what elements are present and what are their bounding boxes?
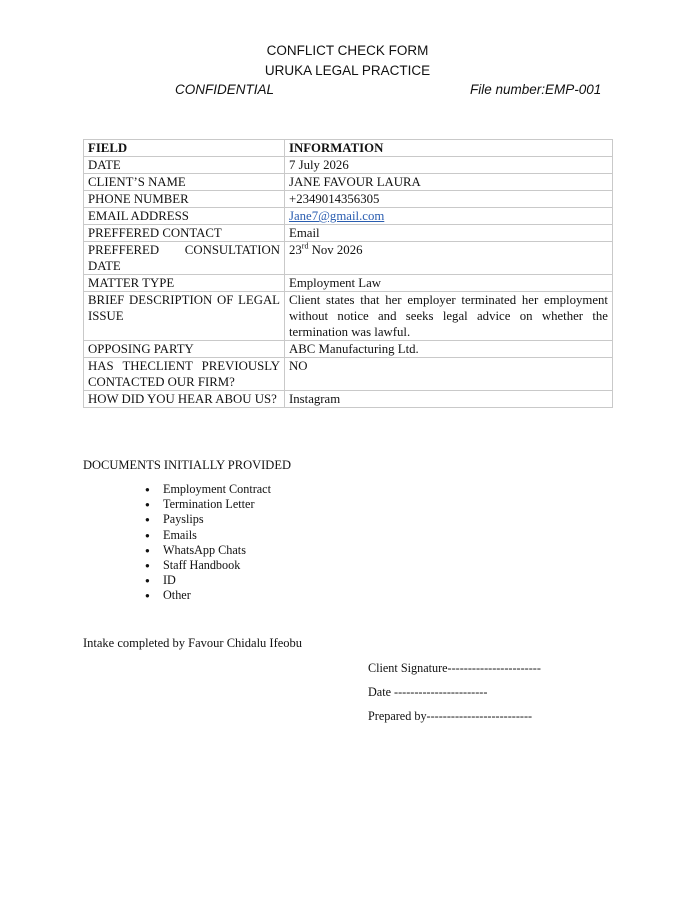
field-label-description: BRIEF DESCRIPTION OF LEGAL ISSUE (84, 292, 285, 341)
field-value-opposing: ABC Manufacturing Ltd. (285, 341, 613, 358)
field-label-opposing: OPPOSING PARTY (84, 341, 285, 358)
documents-list (145, 482, 271, 604)
list-item: ● Termination Letter (145, 497, 271, 512)
table-row (84, 191, 613, 208)
client-signature-line: Client Signature----------------------- (368, 661, 541, 675)
table-row (84, 174, 613, 191)
field-value-matter: Employment Law (285, 275, 613, 292)
date-line: Date ----------------------- (368, 685, 488, 699)
prepared-by-line: Prepared by-------------------------- (368, 709, 533, 723)
table-row (84, 208, 613, 225)
info-column-header: INFORMATION (285, 140, 613, 157)
firm-name: URUKA LEGAL PRACTICE (264, 63, 431, 78)
list-item: ● Employment Contract (145, 482, 271, 497)
intake-note: Intake completed by Favour Chidalu Ifeobu (83, 636, 303, 650)
field-label-date: DATE (84, 157, 285, 174)
field-value-date: 7 July 2026 (285, 157, 613, 174)
field-label-contact: PREFFERED CONTACT (84, 225, 285, 242)
field-value-phone: +2349014356305 (285, 191, 613, 208)
field-value-email (285, 208, 613, 225)
field-value-previous: NO (285, 358, 613, 391)
field-value-referral: Instagram (285, 391, 613, 408)
field-label-referral: HOW DID YOU HEAR ABOU US? (84, 391, 285, 408)
field-label-consultation: PREFFERED CONSULTATION DATE (84, 242, 285, 275)
confidential-label: CONFIDENTIAL (175, 82, 275, 97)
email-link[interactable]: Jane7@gmail.com (289, 209, 385, 223)
field-label-client-name: CLIENT’S NAME (84, 174, 285, 191)
field-value-description: Client states that her employer terminated her employment without notice and seeks legal advice on whether the termination was lawful. (285, 292, 613, 341)
table-row (84, 242, 613, 275)
field-label-phone: PHONE NUMBER (84, 191, 285, 208)
table-row (84, 157, 613, 174)
table-row (84, 341, 613, 358)
conflict-check-table (83, 139, 613, 408)
field-column-header: FIELD (84, 140, 285, 157)
list-item: ● Staff Handbook (145, 558, 271, 573)
table-row (84, 391, 613, 408)
documents-heading: DOCUMENTS INITIALLY PROVIDED (83, 458, 291, 472)
form-title: CONFLICT CHECK FORM (266, 43, 429, 58)
field-label-previous: HAS THECLIENT PREVIOUSLY CONTACTED OUR FIRM? (84, 358, 285, 391)
table-header-row (84, 140, 613, 157)
list-item: ● ID (145, 573, 271, 588)
file-number: File number:EMP-001 (470, 82, 602, 97)
list-item: ● Emails (145, 528, 271, 543)
table-row (84, 275, 613, 292)
field-label-matter: MATTER TYPE (84, 275, 285, 292)
table-row (84, 358, 613, 391)
table-row (84, 292, 613, 341)
list-item: ● Payslips (145, 512, 271, 527)
field-value-contact: Email (285, 225, 613, 242)
list-item: ● WhatsApp Chats (145, 543, 271, 558)
field-value-client-name: JANE FAVOUR LAURA (285, 174, 613, 191)
field-value-consultation: 23rd Nov 2026 (285, 242, 613, 275)
field-label-email: EMAIL ADDRESS (84, 208, 285, 225)
table-row (84, 225, 613, 242)
list-item: ● Other (145, 588, 271, 603)
